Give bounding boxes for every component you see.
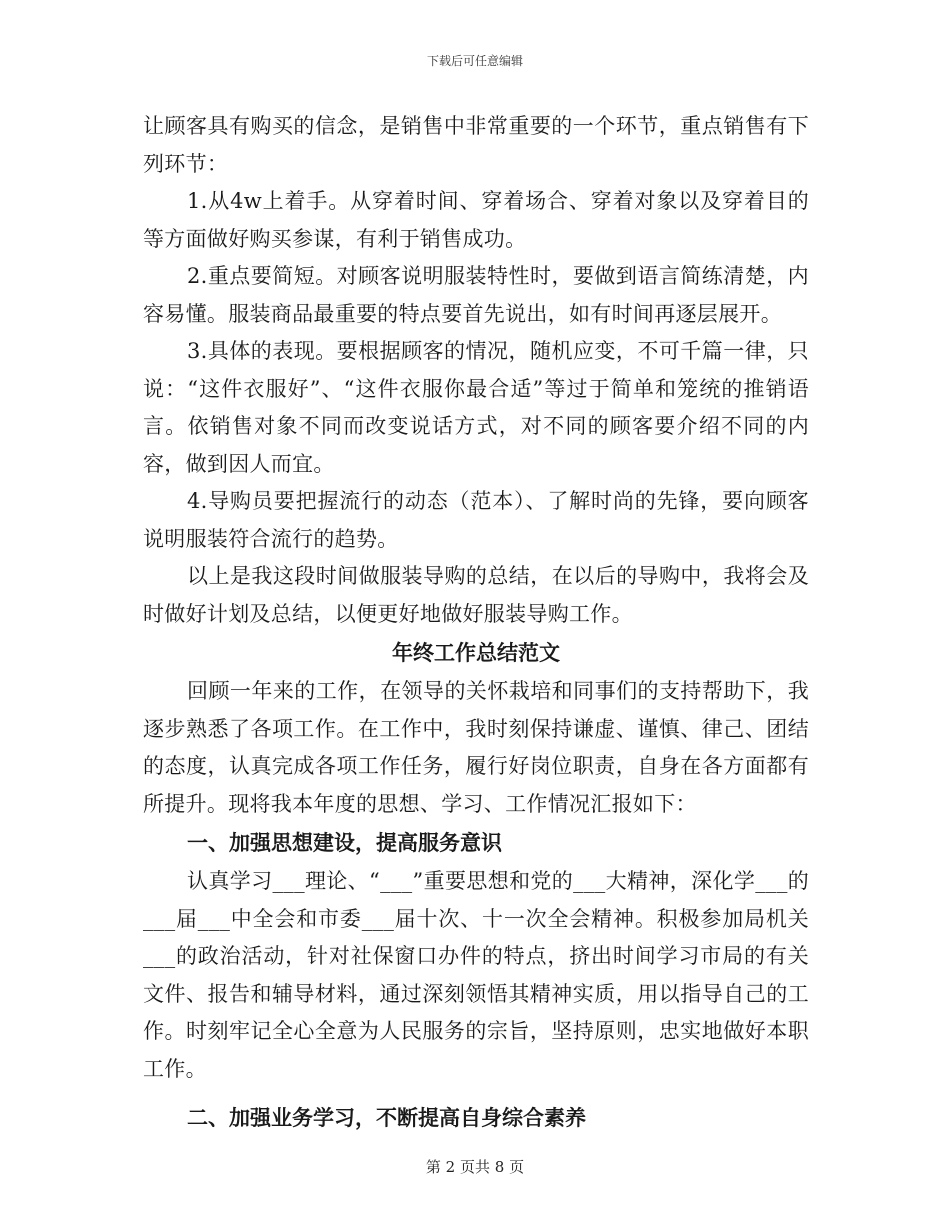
paragraph-intro: 让顾客具有购买的信念，是销售中非常重要的一个环节，重点销售有下列环节：: [143, 114, 809, 176]
page-footer: 第 2 页共 8 页: [425, 1158, 525, 1176]
page-header: 下载后可任意编辑: [426, 54, 523, 68]
paragraph-point-1: 1.从4w上着手。从穿着时间、穿着场合、穿着对象以及穿着目的等方面做好购买参谋，有利于销售成功。: [143, 189, 809, 251]
paragraph-point-4: 4.导购员要把握流行的动态（范本）、了解时尚的先锋，要向顾客说明服装符合流行的趋势。: [143, 489, 809, 551]
paragraph-point-2: 2.重点要简短。对顾客说明服装特性时，要做到语言简练清楚，内容易懂。服装商品最重要的特点要首先说出，如有时间再逐层展开。: [143, 264, 809, 326]
paragraph-point-3: 3.具体的表现。要根据顾客的情况，随机应变，不可千篇一律，只说：“这件衣服好”、“这件衣服你最合适”等过于简单和笼统的推销语言。依销售对象不同而改变说话方式，对不同的顾客要介绍不同的内容，做到因人而宜。: [143, 339, 809, 476]
section-title: 年终工作总结范文: [392, 640, 560, 665]
document-body: [143, 108, 809, 1138]
heading-one: 一、加强思想建设，提高服务意识: [187, 830, 502, 855]
heading-two: 二、加强业务学习，不断提高自身综合素养: [187, 1105, 586, 1130]
paragraph-study: 认真学习___理论、“___”重要思想和党的___大精神，深化学___的___届___中全会和市委___届十次、十一次全会精神。积极参加局机关___的政治活动，针对社保窗口办件的特点，挤出时间学习市局的有关文件、报告和辅导材料，通过深刻领悟其精神实质，用以指导自己的工作。时刻牢记全心全意为人民服务的宗旨，坚持原则，忠实地做好本职工作。: [143, 869, 809, 1081]
paragraph-conclusion: 以上是我这段时间做服装导购的总结，在以后的导购中，我将会及时做好计划及总结，以便更好地做好服装导购工作。: [143, 564, 809, 626]
paragraph-review: 回顾一年来的工作，在领导的关怀栽培和同事们的支持帮助下，我逐步熟悉了各项工作。在工作中，我时刻保持谦虚、谨慎、律己、团结的态度，认真完成各项工作任务，履行好岗位职责，自身在各方面都有所提升。现将我本年度的思想、学习、工作情况汇报如下：: [143, 679, 809, 816]
